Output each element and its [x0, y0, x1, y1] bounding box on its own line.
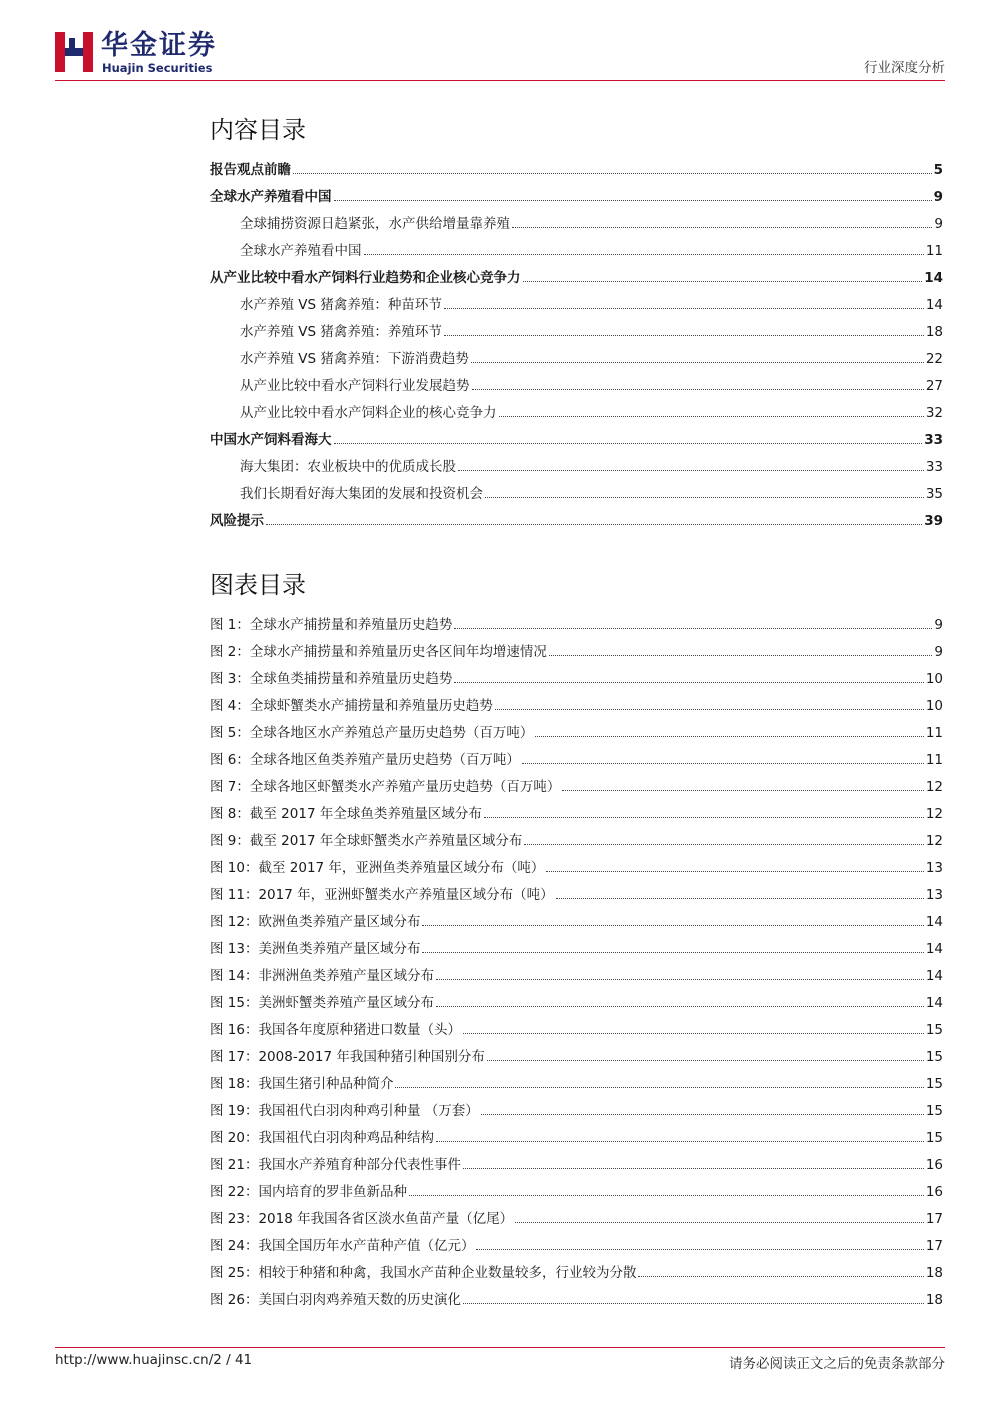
- figure-entry[interactable]: [210, 1153, 943, 1173]
- entry-page-number: 15: [925, 1022, 943, 1038]
- entry-label: 图 3：全球鱼类捕捞量和养殖量历史趋势: [210, 671, 453, 687]
- entry-page-number: 18: [925, 1292, 943, 1308]
- toc-entry[interactable]: [210, 455, 943, 475]
- figure-entry[interactable]: [210, 883, 943, 903]
- toc-entry[interactable]: [210, 239, 943, 259]
- entry-label: 图 12：欧洲鱼类养殖产量区域分布: [210, 914, 421, 930]
- entry-label: 全球捕捞资源日趋紧张，水产供给增量靠养殖: [240, 216, 510, 232]
- entry-page-number: 13: [925, 860, 943, 876]
- dot-leader: [436, 979, 924, 980]
- toc-entry[interactable]: [210, 293, 943, 313]
- entry-page-number: 14: [924, 270, 943, 286]
- entry-label: 图 7：全球各地区虾蟹类水产养殖产量历史趋势（百万吨）: [210, 779, 561, 795]
- dot-leader: [638, 1276, 923, 1277]
- dot-leader: [436, 1006, 924, 1007]
- entry-label: 图 17：2008-2017 年我国种猪引种国别分布: [210, 1049, 485, 1065]
- dot-leader: [481, 1114, 924, 1115]
- entry-page-number: 22: [925, 351, 943, 367]
- entry-page-number: 32: [925, 405, 943, 421]
- figure-entry[interactable]: [210, 694, 943, 714]
- entry-page-number: 9: [934, 216, 943, 232]
- entry-label: 图 1：全球水产捕捞量和养殖量历史趋势: [210, 617, 453, 633]
- entry-label: 图 8：截至 2017 年全球鱼类养殖量区域分布: [210, 806, 482, 822]
- figure-entry[interactable]: [210, 1180, 943, 1200]
- dot-leader: [472, 389, 924, 390]
- figure-entry[interactable]: [210, 1126, 943, 1146]
- footer-disclaimer: 请务必阅读正文之后的免责条款部分: [729, 1356, 945, 1372]
- entry-label: 图 15：美洲虾蟹类养殖产量区域分布: [210, 995, 434, 1011]
- entry-page-number: 14: [925, 968, 943, 984]
- figure-entry[interactable]: [210, 964, 943, 984]
- dot-leader: [476, 1249, 923, 1250]
- entry-label: 图 19：我国祖代白羽肉种鸡引种量 （万套）: [210, 1103, 479, 1119]
- entry-label: 图 26：美国白羽肉鸡养殖天数的历史演化: [210, 1292, 461, 1308]
- entry-page-number: 10: [925, 671, 943, 687]
- figure-entry[interactable]: [210, 1018, 943, 1038]
- dot-leader: [395, 1087, 923, 1088]
- dot-leader: [436, 1141, 924, 1142]
- dot-leader: [422, 952, 923, 953]
- toc-entry[interactable]: [210, 482, 943, 502]
- dot-leader: [334, 200, 932, 201]
- dot-leader: [512, 227, 932, 228]
- toc-entry[interactable]: [210, 347, 943, 367]
- entry-label: 图 9：截至 2017 年全球虾蟹类水产养殖量区域分布: [210, 833, 523, 849]
- entry-page-number: 18: [925, 324, 943, 340]
- figure-entry[interactable]: [210, 856, 943, 876]
- figure-entry[interactable]: [210, 910, 943, 930]
- entry-page-number: 10: [925, 698, 943, 714]
- entry-label: 水产养殖 VS 猪禽养殖：养殖环节: [240, 324, 442, 340]
- figure-entry[interactable]: [210, 1261, 943, 1281]
- figure-entry[interactable]: [210, 1099, 943, 1119]
- entry-page-number: 14: [925, 297, 943, 313]
- entry-label: 图 14：非洲洲鱼类养殖产量区域分布: [210, 968, 434, 984]
- figure-entry[interactable]: [210, 802, 943, 822]
- entry-label: 从产业比较中看水产饲料企业的核心竞争力: [240, 405, 497, 421]
- footer-divider: [55, 1347, 945, 1348]
- dot-leader: [334, 443, 923, 444]
- dot-leader: [549, 655, 933, 656]
- dot-leader: [485, 497, 924, 498]
- entry-label: 图 21：我国水产养殖育种部分代表性事件: [210, 1157, 461, 1173]
- entry-page-number: 11: [925, 243, 943, 259]
- figures-title: 图表目录: [210, 571, 306, 599]
- entry-page-number: 18: [925, 1265, 943, 1281]
- dot-leader: [535, 736, 923, 737]
- header-divider: [55, 80, 945, 81]
- entry-label: 全球水产养殖看中国: [240, 243, 362, 259]
- entry-page-number: 17: [925, 1238, 943, 1254]
- entry-label: 图 24：我国全国历年水产苗种产值（亿元）: [210, 1238, 475, 1254]
- entry-page-number: 33: [924, 432, 943, 448]
- entry-page-number: 9: [934, 617, 943, 633]
- figure-entry[interactable]: [210, 829, 943, 849]
- entry-page-number: 12: [925, 806, 943, 822]
- entry-page-number: 12: [925, 833, 943, 849]
- entry-label: 图 25：相较于种猪和种禽，我国水产苗种企业数量较多，行业较为分散: [210, 1265, 637, 1281]
- entry-page-number: 9: [933, 189, 943, 205]
- dot-leader: [458, 470, 924, 471]
- entry-page-number: 33: [925, 459, 943, 475]
- entry-label: 图 11：2017 年，亚洲虾蟹类水产养殖量区域分布（吨）: [210, 887, 554, 903]
- entry-label: 从产业比较中看水产饲料行业趋势和企业核心竞争力: [210, 270, 521, 286]
- dot-leader: [364, 254, 924, 255]
- figure-entry[interactable]: [210, 937, 943, 957]
- entry-label: 图 16：我国各年度原种猪进口数量（头）: [210, 1022, 461, 1038]
- figure-entry[interactable]: [210, 640, 943, 660]
- entry-page-number: 14: [925, 941, 943, 957]
- dot-leader: [524, 844, 923, 845]
- entry-page-number: 12: [925, 779, 943, 795]
- figure-entry[interactable]: [210, 1288, 943, 1308]
- entry-label: 图 20：我国祖代白羽肉种鸡品种结构: [210, 1130, 434, 1146]
- figure-entry[interactable]: [210, 1207, 943, 1227]
- entry-label: 图 10：截至 2017 年，亚洲鱼类养殖量区域分布（吨）: [210, 860, 545, 876]
- entry-page-number: 11: [925, 752, 943, 768]
- entry-page-number: 15: [925, 1103, 943, 1119]
- dot-leader: [293, 173, 932, 174]
- figure-entry[interactable]: [210, 1045, 943, 1065]
- toc-entry[interactable]: [210, 374, 943, 394]
- entry-page-number: 14: [925, 914, 943, 930]
- toc-entry[interactable]: [210, 320, 943, 340]
- entry-page-number: 27: [925, 378, 943, 394]
- figure-entry[interactable]: [210, 991, 943, 1011]
- dot-leader: [463, 1033, 924, 1034]
- entry-label: 图 4：全球虾蟹类水产捕捞量和养殖量历史趋势: [210, 698, 493, 714]
- toc-entry[interactable]: [210, 158, 943, 178]
- entry-label: 水产养殖 VS 猪禽养殖：下游消费趋势: [240, 351, 469, 367]
- dot-leader: [562, 790, 923, 791]
- toc-entry[interactable]: [210, 212, 943, 232]
- entry-label: 从产业比较中看水产饲料行业发展趋势: [240, 378, 470, 394]
- dot-leader: [471, 362, 924, 363]
- figure-entry[interactable]: [210, 748, 943, 768]
- figure-entry[interactable]: [210, 775, 943, 795]
- dot-leader: [444, 308, 924, 309]
- toc-entry[interactable]: [210, 428, 943, 448]
- toc-entry[interactable]: [210, 401, 943, 421]
- toc-entry[interactable]: [210, 509, 943, 529]
- dot-leader: [463, 1303, 924, 1304]
- figure-entry[interactable]: [210, 667, 943, 687]
- entry-label: 全球水产养殖看中国: [210, 189, 332, 205]
- entry-label: 图 5：全球各地区水产养殖总产量历史趋势（百万吨）: [210, 725, 534, 741]
- entry-page-number: 5: [933, 162, 943, 178]
- huajin-logo-icon: [55, 32, 93, 72]
- entry-page-number: 9: [934, 644, 943, 660]
- page-header: [55, 30, 945, 80]
- dot-leader: [454, 682, 923, 683]
- figure-entry[interactable]: [210, 1234, 943, 1254]
- entry-label: 图 6：全球各地区鱼类养殖产量历史趋势（百万吨）: [210, 752, 520, 768]
- contents-title: 内容目录: [210, 116, 306, 144]
- logo-chinese-name: 华金证券: [101, 30, 217, 61]
- dot-leader: [454, 628, 932, 629]
- entry-page-number: 16: [925, 1184, 943, 1200]
- entry-page-number: 16: [925, 1157, 943, 1173]
- dot-leader: [422, 925, 923, 926]
- toc-entry[interactable]: [210, 185, 943, 205]
- toc-entry[interactable]: [210, 266, 943, 286]
- dot-leader: [499, 416, 924, 417]
- dot-leader: [515, 1222, 924, 1223]
- dot-leader: [484, 817, 924, 818]
- dot-leader: [556, 898, 924, 899]
- dot-leader: [522, 763, 924, 764]
- entry-label: 图 2：全球水产捕捞量和养殖量历史各区间年均增速情况: [210, 644, 547, 660]
- entry-page-number: 13: [925, 887, 943, 903]
- dot-leader: [495, 709, 924, 710]
- entry-page-number: 15: [925, 1130, 943, 1146]
- dot-leader: [463, 1168, 924, 1169]
- entry-page-number: 35: [925, 486, 943, 502]
- entry-label: 图 23：2018 年我国各省区淡水鱼苗产量（亿尾）: [210, 1211, 514, 1227]
- dot-leader: [409, 1195, 924, 1196]
- footer-url-page: http://www.huajinsc.cn/2 / 41: [55, 1352, 253, 1368]
- figure-entry[interactable]: [210, 1072, 943, 1092]
- entry-page-number: 39: [924, 513, 943, 529]
- entry-label: 报告观点前瞻: [210, 162, 291, 178]
- entry-label: 中国水产饲料看海大: [210, 432, 332, 448]
- figure-entry[interactable]: [210, 613, 943, 633]
- entry-label: 我们长期看好海大集团的发展和投资机会: [240, 486, 483, 502]
- dot-leader: [444, 335, 924, 336]
- entry-label: 图 22：国内培育的罗非鱼新品种: [210, 1184, 407, 1200]
- entry-label: 海大集团：农业板块中的优质成长股: [240, 459, 456, 475]
- report-type: 行业深度分析: [864, 60, 945, 76]
- entry-page-number: 15: [925, 1076, 943, 1092]
- dot-leader: [546, 871, 923, 872]
- dot-leader: [523, 281, 923, 282]
- entry-page-number: 14: [925, 995, 943, 1011]
- figure-entry[interactable]: [210, 721, 943, 741]
- entry-label: 图 18：我国生猪引种品种简介: [210, 1076, 394, 1092]
- entry-page-number: 15: [925, 1049, 943, 1065]
- entry-label: 图 13：美洲鱼类养殖产量区域分布: [210, 941, 421, 957]
- dot-leader: [266, 524, 922, 525]
- entry-label: 水产养殖 VS 猪禽养殖：种苗环节: [240, 297, 442, 313]
- entry-page-number: 17: [925, 1211, 943, 1227]
- entry-label: 风险提示: [210, 513, 264, 529]
- entry-page-number: 11: [925, 725, 943, 741]
- logo-english-name: Huajin Securities: [102, 61, 213, 75]
- dot-leader: [487, 1060, 924, 1061]
